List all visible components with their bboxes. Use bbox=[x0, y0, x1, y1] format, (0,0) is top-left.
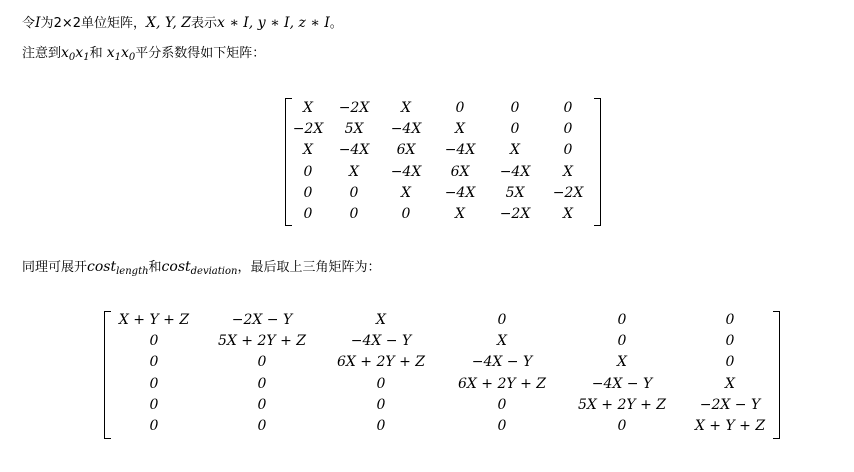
matrix-cell: X bbox=[725, 375, 735, 392]
text: 和 bbox=[89, 46, 107, 61]
matrix-cell: 0 bbox=[725, 354, 735, 371]
matrix-row bbox=[288, 140, 594, 161]
matrix-row bbox=[288, 203, 594, 224]
text: 为 bbox=[40, 16, 54, 31]
matrix-2-table bbox=[106, 309, 780, 437]
matrix-cell: X bbox=[303, 142, 313, 159]
matrix-cell: 0 bbox=[617, 418, 627, 435]
matrix-cell: −4X bbox=[444, 142, 476, 159]
matrix-cell: 0 bbox=[376, 396, 386, 413]
matrix-row bbox=[106, 352, 780, 373]
matrix-cell: 0 bbox=[149, 332, 159, 349]
matrix-cell: 0 bbox=[725, 332, 735, 349]
matrix-cell: −4X bbox=[390, 163, 422, 180]
subscript: 1 bbox=[83, 52, 90, 63]
matrix-row bbox=[288, 118, 594, 139]
matrix-cell: 0 bbox=[149, 396, 159, 413]
math-symbol: x bbox=[106, 45, 115, 61]
matrix-row bbox=[288, 182, 594, 203]
matrix-cell: −4X bbox=[444, 184, 476, 201]
math-symbol: x bbox=[121, 45, 129, 61]
matrix-cell: −2X − Y bbox=[231, 311, 293, 328]
text: 和 bbox=[148, 260, 162, 275]
matrix-cell: 5X bbox=[505, 184, 525, 201]
math-symbol: x bbox=[61, 45, 69, 61]
matrix-cell: 0 bbox=[563, 142, 573, 159]
matrix-cell: 0 bbox=[510, 120, 520, 137]
matrix-cell: X bbox=[401, 99, 411, 116]
math-symbol: cost bbox=[161, 259, 191, 275]
matrix-cell: −2X bbox=[499, 206, 531, 223]
subscript: 0 bbox=[68, 52, 76, 63]
matrix-row bbox=[288, 161, 594, 182]
subscript: 1 bbox=[114, 52, 121, 63]
matrix-cell: −4X bbox=[499, 163, 531, 180]
text: ，最后取上三角矩阵为： bbox=[237, 260, 381, 275]
matrix-cell: 0 bbox=[376, 418, 386, 435]
matrix-cell: −2X bbox=[292, 120, 324, 137]
math-symbol: cost bbox=[87, 259, 117, 275]
matrix-cell: 0 bbox=[303, 184, 313, 201]
text: 令 bbox=[22, 16, 36, 31]
matrix-cell: 0 bbox=[257, 375, 267, 392]
matrix-cell: X bbox=[563, 163, 573, 180]
math-symbol: x bbox=[75, 45, 84, 61]
matrix-row bbox=[106, 415, 780, 436]
matrix-cell: X bbox=[401, 184, 411, 201]
text: 单位矩阵， bbox=[81, 16, 147, 31]
math-symbol: I bbox=[35, 15, 41, 31]
matrix-1-table bbox=[288, 97, 594, 225]
matrix-cell: 6X bbox=[450, 163, 470, 180]
matrix-cell: 0 bbox=[257, 354, 267, 371]
matrix-cell: X + Y + Z bbox=[118, 311, 190, 328]
matrix-cell: 0 bbox=[563, 120, 573, 137]
matrix-cell: 0 bbox=[149, 418, 159, 435]
matrix-cell: 5X + 2Y + Z bbox=[577, 396, 666, 413]
matrix-row bbox=[106, 309, 780, 330]
subscript: 0 bbox=[128, 52, 136, 63]
text: 表示 bbox=[190, 16, 217, 31]
matrix-cell: −4X − Y bbox=[591, 375, 653, 392]
matrix-cell: 0 bbox=[725, 311, 735, 328]
right-bracket bbox=[594, 98, 601, 226]
math-symbol: X, Y, Z bbox=[146, 15, 191, 31]
matrix-cell: 5X bbox=[344, 120, 364, 137]
matrix-cell: 0 bbox=[497, 418, 507, 435]
matrix-cell: 0 bbox=[257, 396, 267, 413]
matrix-cell: X bbox=[497, 332, 507, 349]
matrix-cell: 6X + 2Y + Z bbox=[457, 375, 546, 392]
matrix-cell: 0 bbox=[617, 311, 627, 328]
matrix-cell: 0 bbox=[497, 311, 507, 328]
math-text: 2×2 bbox=[53, 16, 81, 31]
intro-line-1 bbox=[22, 14, 343, 33]
matrix-cell: X bbox=[349, 163, 359, 180]
middle-line bbox=[22, 258, 380, 281]
matrix-cell: X + Y + Z bbox=[694, 418, 766, 435]
matrix-cell: 0 bbox=[510, 99, 520, 116]
matrix-cell: X bbox=[376, 311, 386, 328]
matrix-cell: 0 bbox=[617, 332, 627, 349]
matrix-cell: 0 bbox=[401, 206, 411, 223]
matrix-row bbox=[106, 330, 780, 351]
matrix-row bbox=[106, 373, 780, 394]
matrix-cell: −2X − Y bbox=[699, 396, 761, 413]
matrix-cell: −4X − Y bbox=[471, 354, 533, 371]
matrix-cell: −4X − Y bbox=[350, 332, 412, 349]
matrix-row bbox=[106, 394, 780, 415]
text: 。 bbox=[329, 16, 343, 31]
intro-line-2 bbox=[22, 44, 265, 67]
matrix-cell: 0 bbox=[303, 206, 313, 223]
matrix-cell: 0 bbox=[349, 206, 359, 223]
matrix-cell: −2X bbox=[552, 184, 584, 201]
text: 注意到 bbox=[22, 46, 62, 61]
matrix-cell: X bbox=[303, 99, 313, 116]
matrix-row bbox=[288, 97, 594, 118]
matrix-cell: X bbox=[455, 120, 465, 137]
matrix-cell: −4X bbox=[338, 142, 370, 159]
matrix-cell: X bbox=[455, 206, 465, 223]
matrix-cell: 0 bbox=[455, 99, 465, 116]
matrix-cell: 6X bbox=[396, 142, 416, 159]
subscript: deviation bbox=[190, 266, 238, 277]
matrix-cell: 0 bbox=[563, 99, 573, 116]
matrix-cell: 0 bbox=[376, 375, 386, 392]
text: 平分系数得如下矩阵： bbox=[135, 46, 266, 61]
matrix-cell: X bbox=[563, 206, 573, 223]
matrix-cell: 0 bbox=[303, 163, 313, 180]
matrix-cell: X bbox=[510, 142, 520, 159]
matrix-cell: 0 bbox=[149, 375, 159, 392]
matrix-cell: 5X + 2Y + Z bbox=[217, 332, 306, 349]
matrix-cell: X bbox=[617, 354, 627, 371]
matrix-cell: 0 bbox=[349, 184, 359, 201]
matrix-cell: 0 bbox=[149, 354, 159, 371]
math-expression: x ∗ I, y ∗ I, z ∗ I bbox=[216, 15, 330, 31]
subscript: length bbox=[116, 266, 149, 277]
matrix-cell: −2X bbox=[338, 99, 370, 116]
matrix-cell: 6X + 2Y + Z bbox=[336, 354, 425, 371]
text: 同理可展开 bbox=[22, 260, 88, 275]
matrix-cell: 0 bbox=[257, 418, 267, 435]
matrix-cell: 0 bbox=[497, 396, 507, 413]
matrix-cell: −4X bbox=[390, 120, 422, 137]
